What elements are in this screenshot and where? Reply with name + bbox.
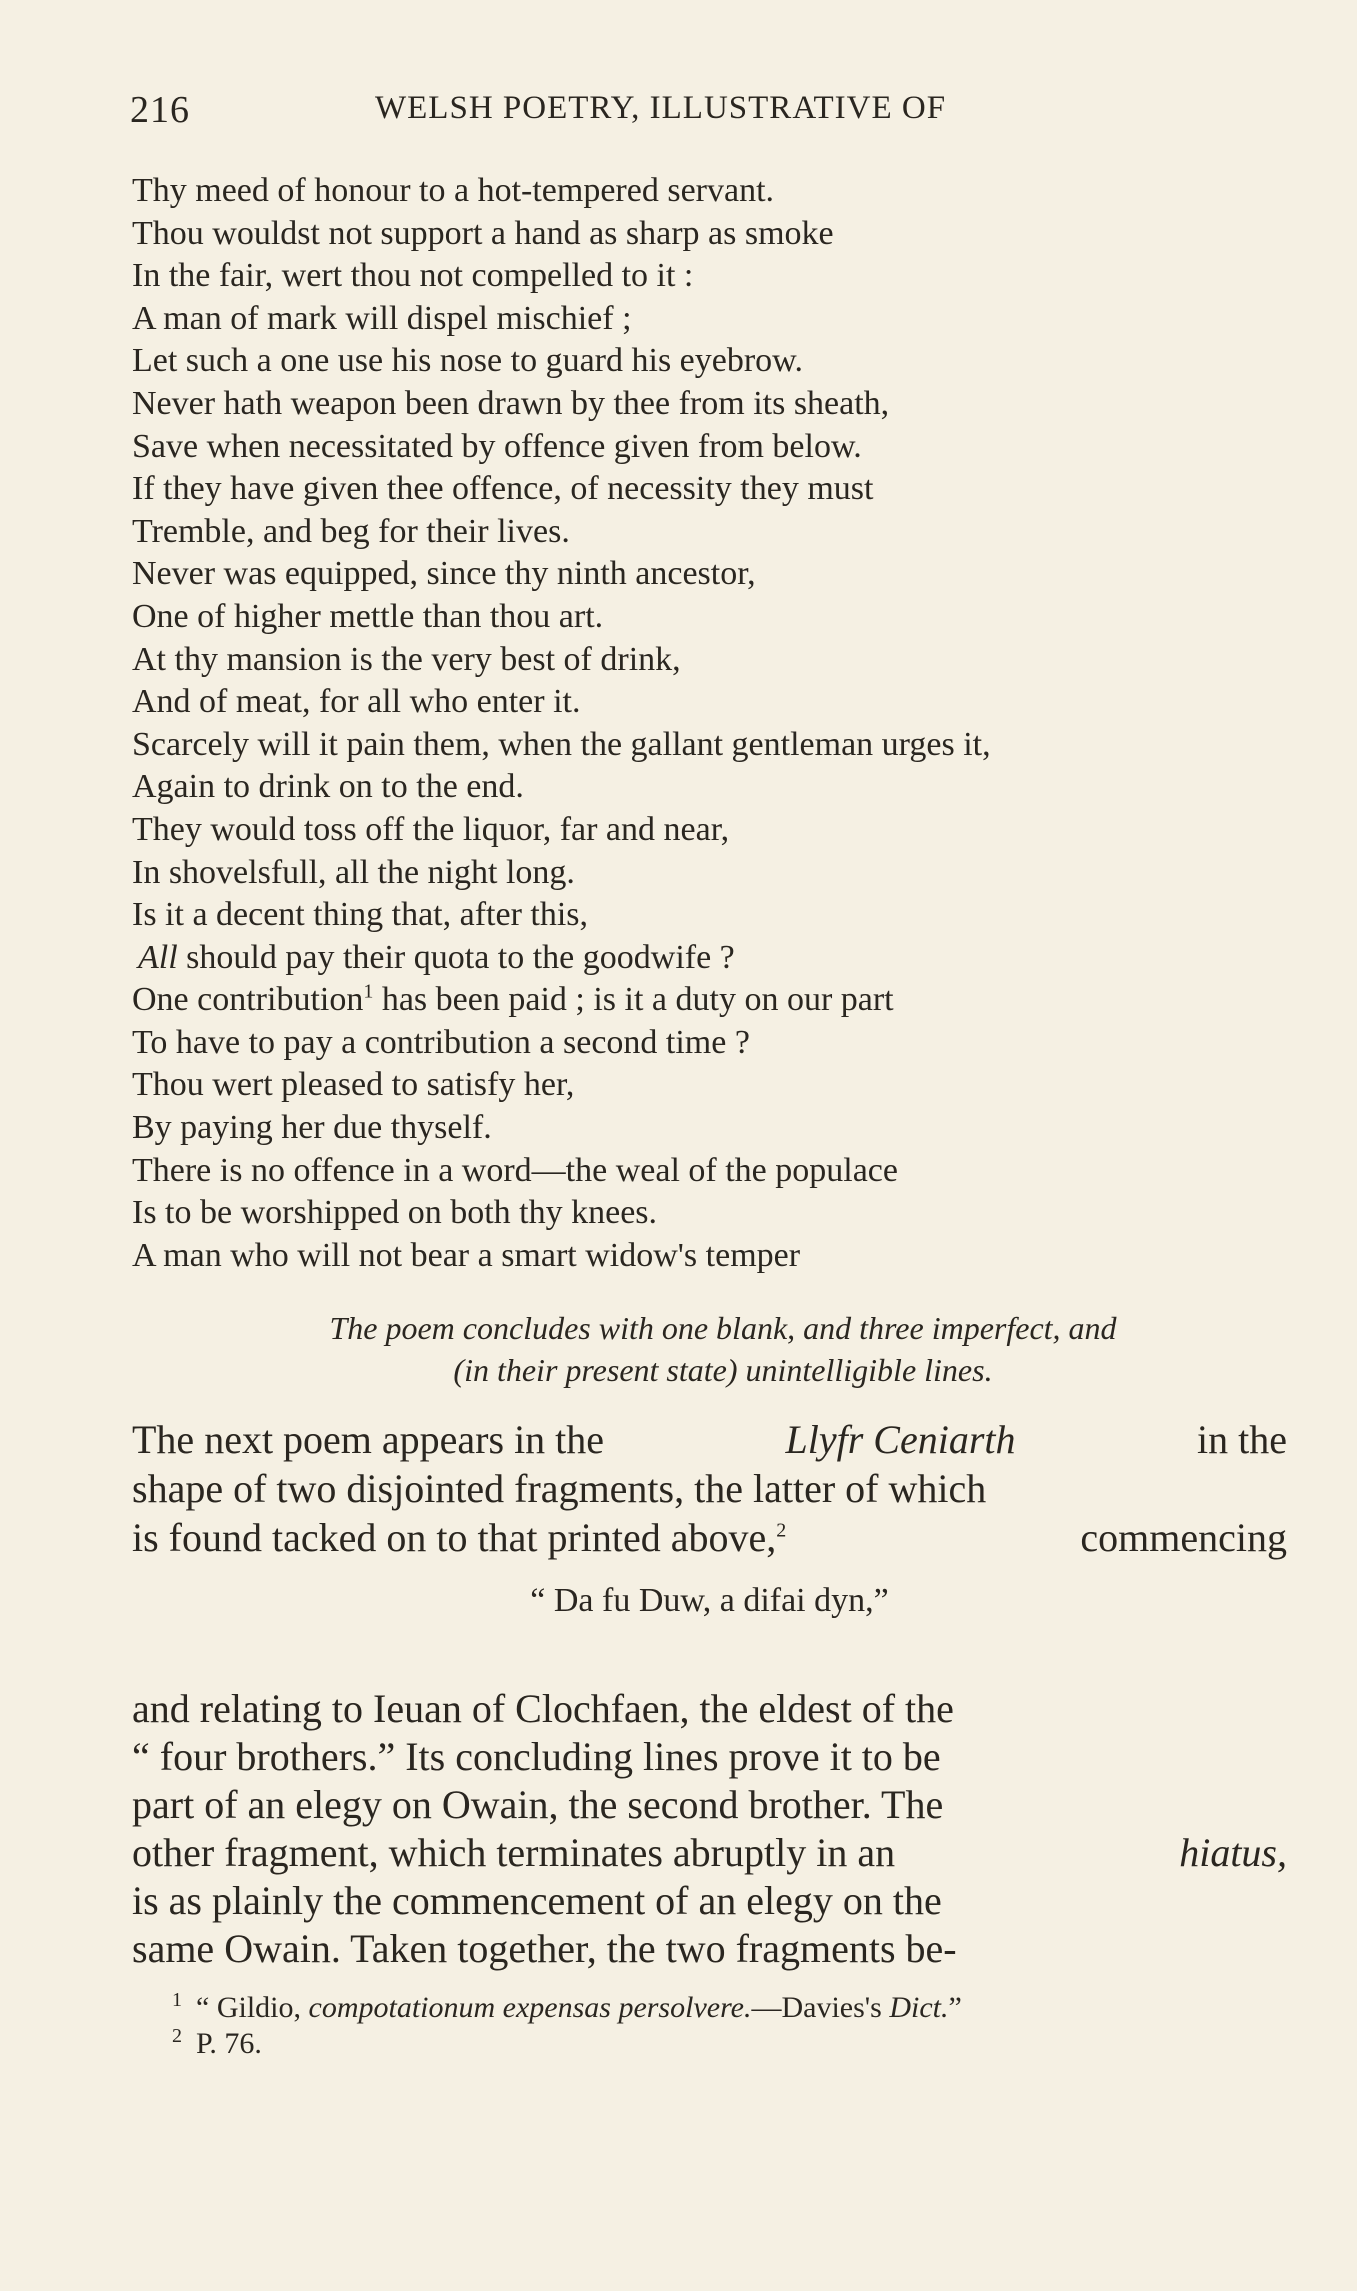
emphasis-word: hiatus, (1179, 1830, 1287, 1875)
prose-text: The next poem appears in the (132, 1417, 605, 1462)
poem-line (132, 979, 1312, 1022)
prose-text: shape of two disjointed fragments, the latter of which (132, 1466, 987, 1511)
poem-line: Never hath weapon been drawn by thee from its sheath, (132, 384, 890, 422)
prose-fragment: is found tacked on to that printed above, (132, 1515, 777, 1560)
poem-line: Never was equipped, since thy ninth ancestor, (132, 555, 756, 593)
editorial-note-line: (in their present state) unintelligible lines. (453, 1352, 993, 1388)
prose-line (132, 1464, 1287, 1513)
footnote-text: —Davies's (751, 1991, 882, 2024)
page-number: 216 (130, 89, 190, 131)
prose-text: and relating to Ieuan of Clochfaen, the eldest of the (132, 1686, 954, 1731)
poem-line: Let such a one use his nose to guard his eyebrow. (132, 342, 804, 380)
prose-line (132, 1513, 1287, 1562)
poem-line (132, 937, 1312, 980)
poem-line: Again to drink on to the end. (132, 768, 524, 806)
prose-text: part of an elegy on Owain, the second brother. The (132, 1782, 944, 1827)
footnote-text: P. 76. (196, 2027, 262, 2060)
poem-line-lead: One contribution (132, 981, 364, 1019)
poem-line: In shovelsfull, all the night long. (132, 853, 575, 891)
poem-line: Scarcely will it pain them, when the gallant gentleman urges it, (132, 725, 991, 763)
poem-line: One of higher mettle than thou art. (132, 597, 604, 635)
poem-line: In the fair, wert thou not compelled to it : (132, 257, 694, 295)
footnote-mark: 2 (172, 2025, 182, 2047)
footnote-reference: 2 (776, 1519, 787, 1542)
prose-line (132, 1829, 1287, 1877)
prose-paragraph (132, 1685, 1287, 1973)
poem-line: Is to be worshipped on both thy knees. (132, 1194, 658, 1232)
prose-line (132, 1685, 1287, 1733)
editorial-note-line: The poem concludes with one blank, and three imperfect, and (329, 1310, 1117, 1346)
footnote-reference: 1 (363, 980, 374, 1003)
book-title: Llyfr Ceniarth (785, 1417, 1016, 1462)
poem-line: Thou wert pleased to satisfy her, (132, 1066, 575, 1104)
footnote (172, 2026, 1272, 2062)
prose-text: same Owain. Taken together, the two fragments be- (132, 1926, 957, 1971)
prose-text: commencing (1080, 1515, 1287, 1560)
poem-line: If they have given thee offence, of necessity they must (132, 470, 874, 508)
running-title: WELSH POETRY, ILLUSTRATIVE OF (375, 90, 947, 126)
footnotes (172, 1990, 1272, 2062)
poem-line: And of meat, for all who enter it. (132, 683, 581, 721)
poem-line: A man who will not bear a smart widow's temper (132, 1236, 801, 1274)
prose-line (132, 1877, 1287, 1925)
footnote-text: “ Gildio, (196, 1991, 301, 2024)
poem-line-text: has been paid ; is it a duty on our part (381, 981, 894, 1019)
poem-text (132, 170, 1312, 1277)
poem-line: A man of mark will dispel mischief ; (132, 299, 632, 337)
prose-paragraph (132, 1415, 1287, 1562)
poem-line: Save when necessitated by offence given from below. (132, 427, 862, 465)
prose-line (132, 1781, 1287, 1829)
poem-line: Thy meed of honour to a hot-tempered servant. (132, 172, 775, 209)
poem-line: By paying her due thyself. (132, 1109, 492, 1147)
poem-line: To have to pay a contribution a second time ? (132, 1023, 750, 1061)
poem-line: They would toss off the liquor, far and near, (132, 810, 730, 848)
poem-line: Tremble, and beg for their lives. (132, 512, 570, 550)
editorial-note (168, 1307, 1278, 1391)
footnote-italic: Dict. (889, 1991, 949, 2024)
poem-line: There is no offence in a word—the weal of the populace (132, 1151, 898, 1189)
prose-line (132, 1925, 1287, 1973)
emphasis-word: All (138, 938, 178, 976)
prose-text: “ four brothers.” Its concluding lines prove it to be (132, 1734, 941, 1779)
prose-text: other fragment, which terminates abruptly in an (132, 1830, 896, 1875)
prose-line (132, 1733, 1287, 1781)
prose-text: in the (1197, 1417, 1287, 1462)
prose-text (132, 1513, 786, 1562)
poem-line: At thy mansion is the very best of drink, (132, 640, 681, 678)
prose-text: is as plainly the commencement of an elegy on the (132, 1878, 942, 1923)
footnote-text: ” (948, 1991, 962, 2024)
quoted-line: “ Da fu Duw, a difai dyn,” (530, 1582, 889, 1619)
poem-line-text: should pay their quota to the goodwife ? (186, 938, 735, 976)
prose-line (132, 1415, 1287, 1464)
poem-line: Is it a decent thing that, after this, (132, 896, 589, 934)
footnote (172, 1990, 1272, 2026)
footnote-italic: compotationum expensas persolvere. (308, 1991, 752, 2024)
footnote-mark: 1 (172, 1989, 182, 2011)
poem-line: Thou wouldst not support a hand as sharp as smoke (132, 214, 834, 252)
